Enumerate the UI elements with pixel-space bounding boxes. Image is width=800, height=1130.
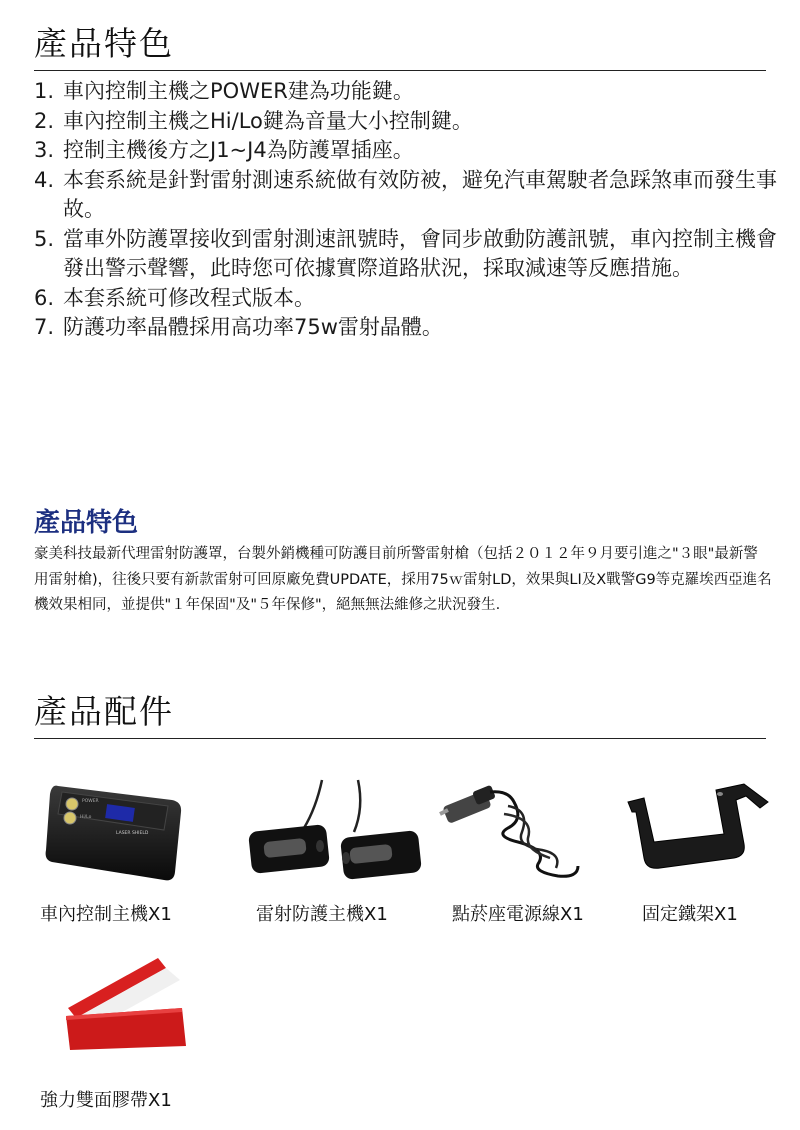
title-divider <box>34 738 766 739</box>
cigarette-power-cable-image <box>438 780 588 880</box>
feature-number: 4. <box>34 167 55 192</box>
feature-text: 當車外防護罩接收到雷射測速訊號時，會同步啟動防護訊號，車內控制主機會發出警示聲響，此時您可依據實際道路狀況，採取減速等反應措施。 <box>63 226 777 280</box>
double-sided-tape-image <box>62 956 192 1050</box>
feature-text: 本套系統可修改程式版本。 <box>63 285 315 310</box>
section-title-features: 產品特色 <box>34 24 174 63</box>
feature-item <box>34 313 784 343</box>
feature-item <box>34 77 784 107</box>
control-unit-image <box>44 776 186 886</box>
accessory-label: 固定鐵架X1 <box>642 904 738 925</box>
feature-number: 3. <box>34 138 55 162</box>
feature-text: 車內控制主機之POWER建為功能鍵。 <box>63 79 414 103</box>
title-divider <box>34 70 766 71</box>
feature-item <box>34 107 784 137</box>
feature-number: 1. <box>34 79 55 103</box>
brand-label: LASER SHIELD <box>116 831 149 836</box>
feature-item <box>34 136 784 166</box>
feature-item <box>34 166 784 225</box>
accessory-label: 車內控制主機X1 <box>40 904 172 925</box>
section-title-highlights: 產品特色 <box>34 508 139 538</box>
mounting-bracket-image <box>624 782 770 878</box>
laser-shield-sensors-image <box>246 778 426 888</box>
feature-item <box>34 225 784 284</box>
feature-number: 7. <box>34 315 55 339</box>
feature-text: 控制主機後方之J1~J4為防護罩插座。 <box>63 138 414 162</box>
feature-text: 防護功率晶體採用高功率75w雷射晶體。 <box>63 315 443 339</box>
accessory-label: 強力雙面膠帶X1 <box>40 1090 172 1111</box>
feature-number: 6. <box>34 285 55 310</box>
accessory-label: 點菸座電源線X1 <box>452 904 584 925</box>
feature-number: 2. <box>34 108 55 133</box>
feature-text: 車內控制主機之Hi/Lo鍵為音量大小控制鍵。 <box>63 108 473 133</box>
section-title-accessories: 產品配件 <box>34 692 174 731</box>
feature-text: 本套系統是針對雷射測速系統做有效防被，避免汽車駕駛者急踩煞車而發生事故。 <box>63 167 777 221</box>
feature-number: 5. <box>34 226 55 251</box>
hilo-label: Hi/Lo <box>80 815 92 820</box>
feature-item <box>34 284 784 314</box>
accessory-label: 雷射防護主機X1 <box>256 904 388 925</box>
highlights-paragraph: 豪美科技最新代理雷射防護罩，台製外銷機種可防護目前所警雷射槍（包括２０１２年９月要引進之"３眼"最新警用雷射槍)，往後只要有新款雷射可回原廠免費UPDATE，採用75ｗ雷射LD，效果與LI及X戰警G9等克羅埃西亞進名機效果相同，並提供"１年保固"及"５年保修"，絕無無法維修之狀況發生. <box>34 546 772 613</box>
power-label: POWER <box>82 799 99 804</box>
feature-list <box>34 77 784 343</box>
